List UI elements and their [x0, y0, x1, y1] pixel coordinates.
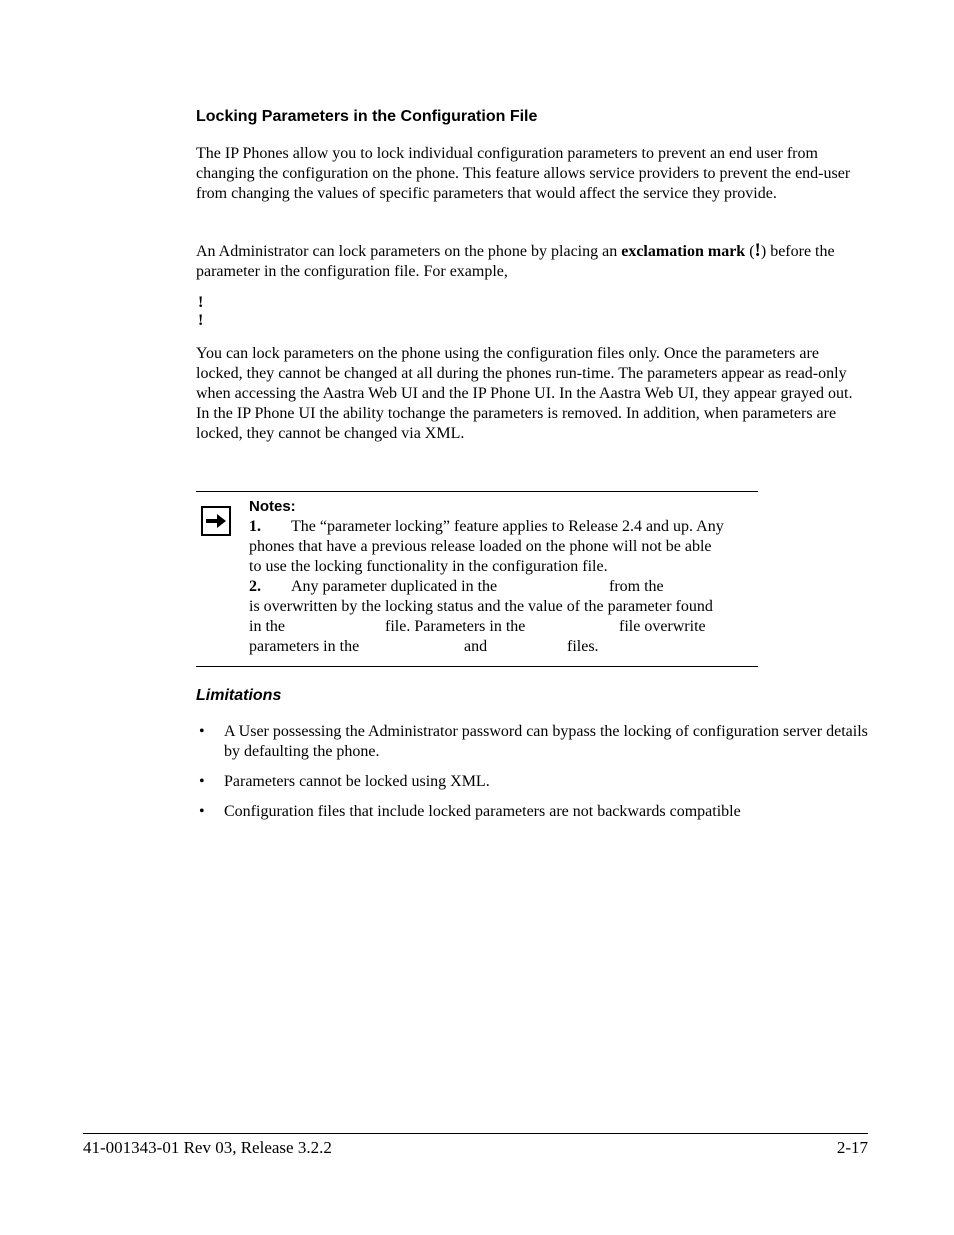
paren-close: ) — [760, 243, 767, 260]
notes-title: Notes: — [249, 498, 296, 515]
note-item-2-line-1 — [249, 577, 754, 597]
note-item-2-text-3a: in the — [249, 618, 285, 635]
arrow-right-icon — [201, 506, 231, 536]
note-item-1-line-3: to use the locking functionality in the configuration file. — [249, 558, 608, 575]
exclamation-mark-term: exclamation mark — [621, 243, 746, 260]
paren-open: ( — [745, 243, 755, 260]
note-item-2-text-1b: from the — [609, 578, 664, 595]
lock-method-text-end: before the parameter in the configuration file. For example, — [196, 243, 835, 280]
footer-page-number: 2-17 — [836, 1138, 868, 1157]
limitations-heading: Limitations — [196, 687, 282, 704]
note-item-1-text-1: The “parameter locking” feature applies to Release 2.4 and up. Any — [291, 518, 724, 535]
limitation-text: Parameters cannot be locked using XML. — [224, 773, 490, 790]
locking-behavior-paragraph: You can lock parameters on the phone using the configuration files only. Once the parameters are locked, they cannot be changed at all during the phones run-time. The parameters appear as read-only when accessing the Aastra Web UI and the IP Phone UI. In the Aastra Web UI, they appear grayed out. In the IP Phone UI the ability tochange the parameters is removed. In addition, when parameters are locked, they cannot be changed via XML. — [196, 345, 853, 442]
bullet-icon: • — [199, 803, 205, 820]
note-item-2-line-4 — [249, 637, 754, 657]
limitation-item — [196, 802, 868, 822]
example-line-1: ! — [198, 294, 204, 311]
note-item-2-text-4b: and — [464, 638, 488, 655]
footer-document-id: 41-001343-01 Rev 03, Release 3.2.2 — [83, 1138, 332, 1157]
exclamation-symbol: ! — [754, 240, 761, 261]
limitation-item — [196, 772, 868, 792]
note-item-2-line-3 — [249, 617, 754, 637]
note-item-2-line-2: is overwritten by the locking status and the value of the parameter found — [249, 598, 713, 615]
bullet-icon: • — [199, 723, 205, 740]
bullet-icon: • — [199, 773, 205, 790]
limitation-item — [196, 722, 868, 762]
section-heading: Locking Parameters in the Configuration File — [196, 108, 538, 125]
example-line-2: ! — [198, 312, 204, 329]
note-item-2-text-3c: file overwrite — [619, 618, 706, 635]
note-item-1-line-1 — [249, 517, 754, 537]
note-item-1-line-2: phones that have a previous release loaded on the phone will not be able — [249, 538, 712, 555]
note-item-2-text-4a: parameters in the — [249, 638, 360, 655]
lock-method-paragraph — [196, 241, 868, 282]
note-item-1-number: 1. — [249, 518, 261, 535]
limitation-text: A User possessing the Administrator password can bypass the locking of configuration server details by defaulting the phone. — [224, 723, 868, 760]
lock-method-text-start: An Administrator can lock parameters on the phone by placing an — [196, 243, 622, 260]
intro-paragraph: The IP Phones allow you to lock individual configuration parameters to prevent an end user from changing the configuration on the phone. This feature allows service providers to prevent the end-user from changing the values of specific parameters that would affect the service they provide. — [196, 145, 851, 202]
note-item-2-text-4c: files. — [567, 638, 599, 655]
note-item-2-text-3b: file. Parameters in the — [385, 618, 526, 635]
footer-divider — [83, 1133, 868, 1134]
note-item-2-text-1a: Any parameter duplicated in the — [291, 578, 498, 595]
notes-box — [196, 491, 758, 667]
limitation-text: Configuration files that include locked parameters are not backwards compatible — [224, 803, 741, 820]
note-item-2-number: 2. — [249, 578, 261, 595]
